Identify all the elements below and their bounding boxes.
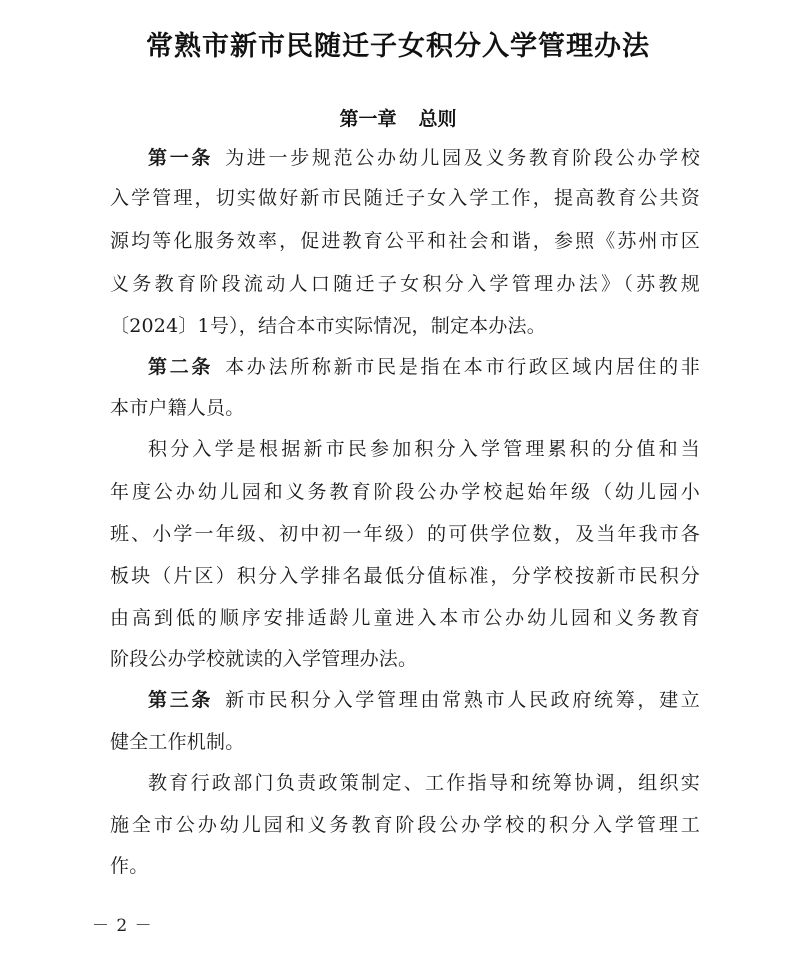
article-1-text-1: 为进一步规范公办幼儿园及义务教育阶段公办学校 (225, 147, 700, 169)
article-2-text-1: 本办法所称新市民是指在本市行政区域内居住的非 (225, 356, 700, 378)
points-paragraph-line-5: 由高到低的顺序安排适龄儿童进入本市公办幼儿园和义务教育 (110, 607, 700, 629)
article-2-line-2: 本市户籍人员。 (110, 397, 245, 419)
chapter-number: 第一章 (339, 108, 397, 130)
education-paragraph-line-3: 作。 (110, 855, 149, 877)
article-1-line-3: 源均等化服务效率，促进教育公平和社会和谐，参照《苏州市区 (110, 230, 700, 252)
education-paragraph-line-2: 施全市公办幼儿园和义务教育阶段公办学校的积分入学管理工 (110, 814, 700, 836)
points-paragraph-line-1: 积分入学是根据新市民参加积分入学管理累积的分值和当 (148, 438, 700, 460)
points-paragraph-line-6: 阶段公办学校就读的入学管理办法。 (110, 648, 418, 670)
points-paragraph-line-4: 板块（片区）积分入学排名最低分值标准，分学校按新市民积分 (110, 565, 700, 587)
article-1-label: 第一条 (148, 147, 214, 169)
article-3-text-1: 新市民积分入学管理由常熟市人民政府统筹，建立 (225, 689, 700, 711)
document-title: 常熟市新市民随迁子女积分入学管理办法 (146, 31, 650, 62)
page-number: － 2 － (92, 916, 153, 936)
points-paragraph-line-3: 班、小学一年级、初中初一年级）的可供学位数，及当年我市各 (110, 523, 700, 545)
chapter-heading (0, 104, 796, 131)
article-3-line-2: 健全工作机制。 (110, 731, 245, 753)
article-3-line-1 (148, 688, 700, 712)
article-2-label: 第二条 (148, 356, 214, 378)
article-1-line-1 (148, 146, 700, 170)
education-paragraph-line-1: 教育行政部门负责政策制定、工作指导和统筹协调，组织实 (148, 772, 700, 794)
article-2-line-1 (148, 355, 700, 379)
article-1-line-5: 〔2024〕1号），结合本市实际情况，制定本办法。 (110, 315, 546, 337)
article-1-line-4: 义务教育阶段流动人口随迁子女积分入学管理办法》（苏教规 (110, 273, 700, 295)
chapter-name: 总则 (418, 108, 457, 130)
article-3-label: 第三条 (148, 689, 214, 711)
article-1-line-2: 入学管理，切实做好新市民随迁子女入学工作，提高教育公共资 (110, 187, 700, 209)
points-paragraph-line-2: 年度公办幼儿园和义务教育阶段公办学校起始年级（幼儿园小 (110, 481, 700, 503)
